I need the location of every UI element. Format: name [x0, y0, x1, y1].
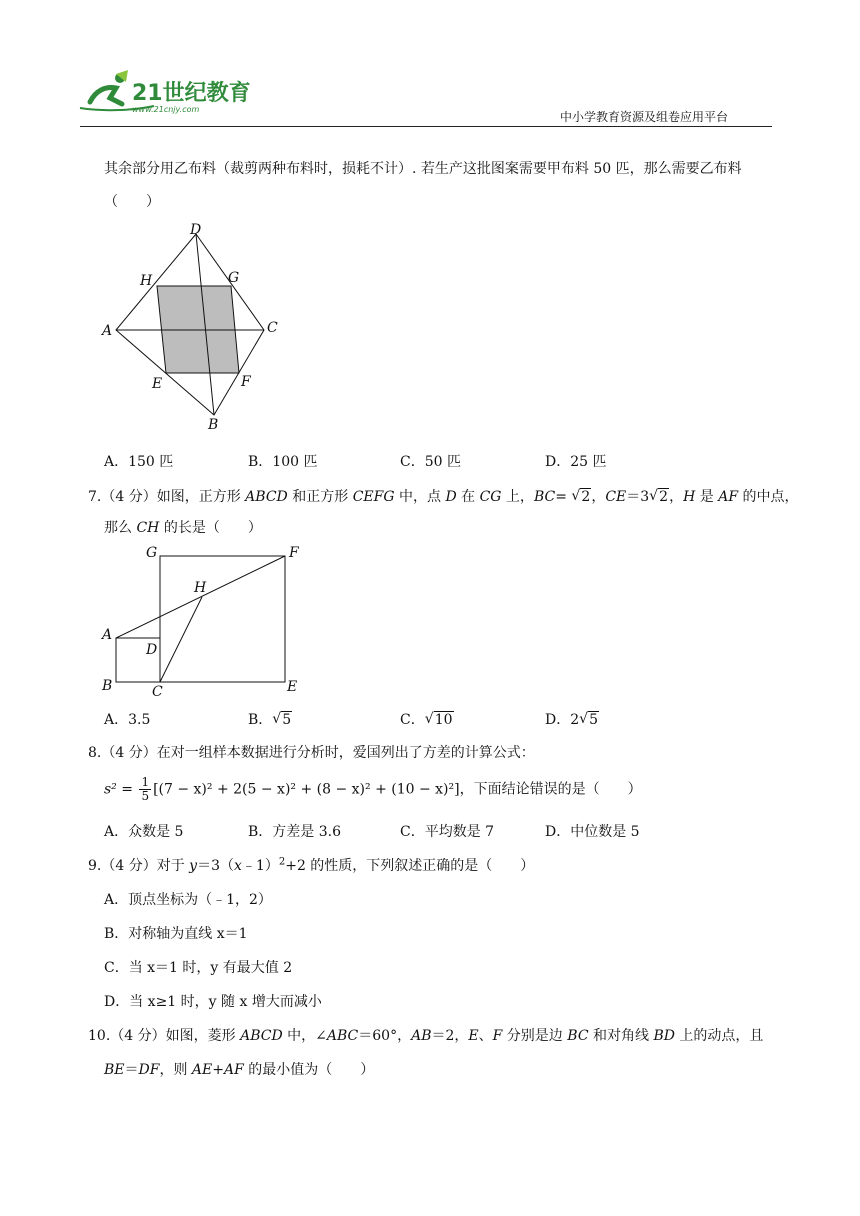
q8-stem: 8.（4 分）在对一组样本数据进行分析时，爱国列出了方差的计算公式： [88, 745, 535, 761]
q6-option-c[interactable]: C．50 匹 [400, 454, 461, 470]
q7-option-a[interactable]: A．3.5 [104, 712, 151, 728]
q7-af: AF [718, 489, 739, 505]
q7-d: D [445, 489, 457, 505]
label-h: H [194, 580, 207, 596]
label-e: E [152, 376, 163, 392]
logo-text: 21世纪教育 [132, 81, 251, 106]
sqrt-2: √ 2 [649, 489, 669, 505]
q10-stem-line2: BE＝DF，则 AE+AF 的最小值为（ ） [104, 1062, 375, 1078]
q7-text: 在 [456, 489, 480, 505]
formula-rhs: [(7 − x)² + 2(5 − x)² + (8 − x)² + (10 − x)²] [153, 781, 460, 798]
label-c: C [152, 684, 163, 698]
q9-option-b[interactable]: B．对称轴为直线 x＝1 [104, 926, 248, 942]
q10-stem-line1: 10.（4 分）如图，菱形 ABCD 中，∠ABC＝60°，AB＝2，E、F 分别是边 BC 和对角线 BD 上的动点，且 [88, 1028, 764, 1044]
header-divider [80, 126, 772, 127]
q7-text: 是 [695, 489, 719, 505]
label-d: D [190, 222, 202, 238]
q9-stem: 9.（4 分）对于 y＝3（x﹣1）$^2$+2 的性质，下列叙述正确的是（ ） [88, 856, 535, 874]
q7-cg: CG [479, 489, 502, 505]
logo-url: www.21cnjy.com [132, 105, 200, 114]
logo [76, 68, 256, 120]
fraction-1-5: $\frac{1}{5}$ [141, 775, 150, 803]
q8-option-a[interactable]: A．众数是 5 [104, 824, 184, 840]
q8-suffix: ，下面结论错误的是（ ） [459, 781, 642, 798]
q6-figure [96, 222, 296, 432]
formula-lhs: s² = [104, 781, 138, 798]
q7-abcd: ABCD [245, 489, 288, 505]
q8-option-d[interactable]: D．中位数是 5 [545, 824, 640, 840]
label-b: B [208, 417, 219, 432]
q7-text: 那么 [104, 520, 137, 536]
q6-option-d[interactable]: D．25 匹 [545, 454, 607, 470]
q7-stem-line1 [88, 486, 799, 506]
label-g: G [228, 270, 240, 286]
q7-and: 和正方形 [287, 489, 353, 505]
q9-option-a[interactable]: A．顶点坐标为（﹣1，2） [104, 892, 272, 908]
q9-option-d[interactable]: D．当 x≥1 时，y 随 x 增大而减小 [104, 994, 322, 1010]
q7-ch: CH [136, 520, 160, 536]
q7-text: ， [669, 489, 684, 505]
square-cefg [160, 556, 285, 682]
q8-option-c[interactable]: C．平均数是 7 [400, 824, 495, 840]
sqrt-2: √ 2 [571, 489, 591, 505]
q8-formula [104, 776, 642, 803]
q6-line1: 其余部分用乙布料（裁剪两种布料时，损耗不计）. 若生产这批图案需要甲布料 50 匹，那么需要乙布料 [104, 161, 742, 177]
q7-text: 上， [501, 489, 534, 505]
q7-stem-line2 [104, 517, 262, 537]
label-a: A [102, 627, 113, 643]
segment-af [116, 556, 285, 638]
q7-text: 的中点， [738, 489, 799, 505]
label-e: E [287, 679, 298, 695]
platform-title: 中小学教育资源及组卷应用平台 [560, 110, 729, 124]
label-f: F [289, 545, 299, 561]
q7-bc: BC [533, 489, 556, 505]
q7-text: 的长是（ ） [159, 520, 262, 536]
q7-option-d[interactable]: D．2√ 5 [545, 709, 599, 729]
runner-logo-icon [76, 68, 256, 120]
q6-option-b[interactable]: B．100 匹 [248, 454, 318, 470]
q7-text: ， [591, 489, 606, 505]
q7-option-c[interactable]: C．√ 10 [400, 709, 454, 729]
sqrt-5: √ 5 [272, 712, 292, 728]
q7-h: H [683, 489, 696, 505]
sqrt-5: √ 5 [579, 712, 599, 728]
q7-text: = [555, 489, 572, 505]
q6-blank: （ ） [104, 194, 160, 210]
label-a: A [102, 323, 113, 339]
q7-ce: CE [605, 489, 627, 505]
q7-figure [98, 540, 308, 698]
q7-cefg: CEFG [352, 489, 395, 505]
label-g: G [146, 545, 158, 561]
q7-text: 中，点 [394, 489, 446, 505]
q7-text: ＝3 [626, 489, 650, 505]
label-b: B [102, 678, 113, 694]
segment-ch [160, 597, 202, 682]
label-d: D [146, 642, 158, 658]
q7-option-b[interactable]: B．√ 5 [248, 709, 292, 729]
q8-option-b[interactable]: B．方差是 3.6 [248, 824, 342, 840]
q7-prefix: 7.（4 分）如图，正方形 [88, 489, 246, 505]
label-c: C [267, 320, 278, 336]
label-h: H [140, 273, 153, 289]
q6-option-a[interactable]: A．150 匹 [104, 454, 174, 470]
sqrt-10: √ 10 [425, 712, 454, 728]
label-f: F [241, 374, 251, 390]
q9-option-c[interactable]: C．当 x＝1 时，y 有最大值 2 [104, 960, 293, 976]
